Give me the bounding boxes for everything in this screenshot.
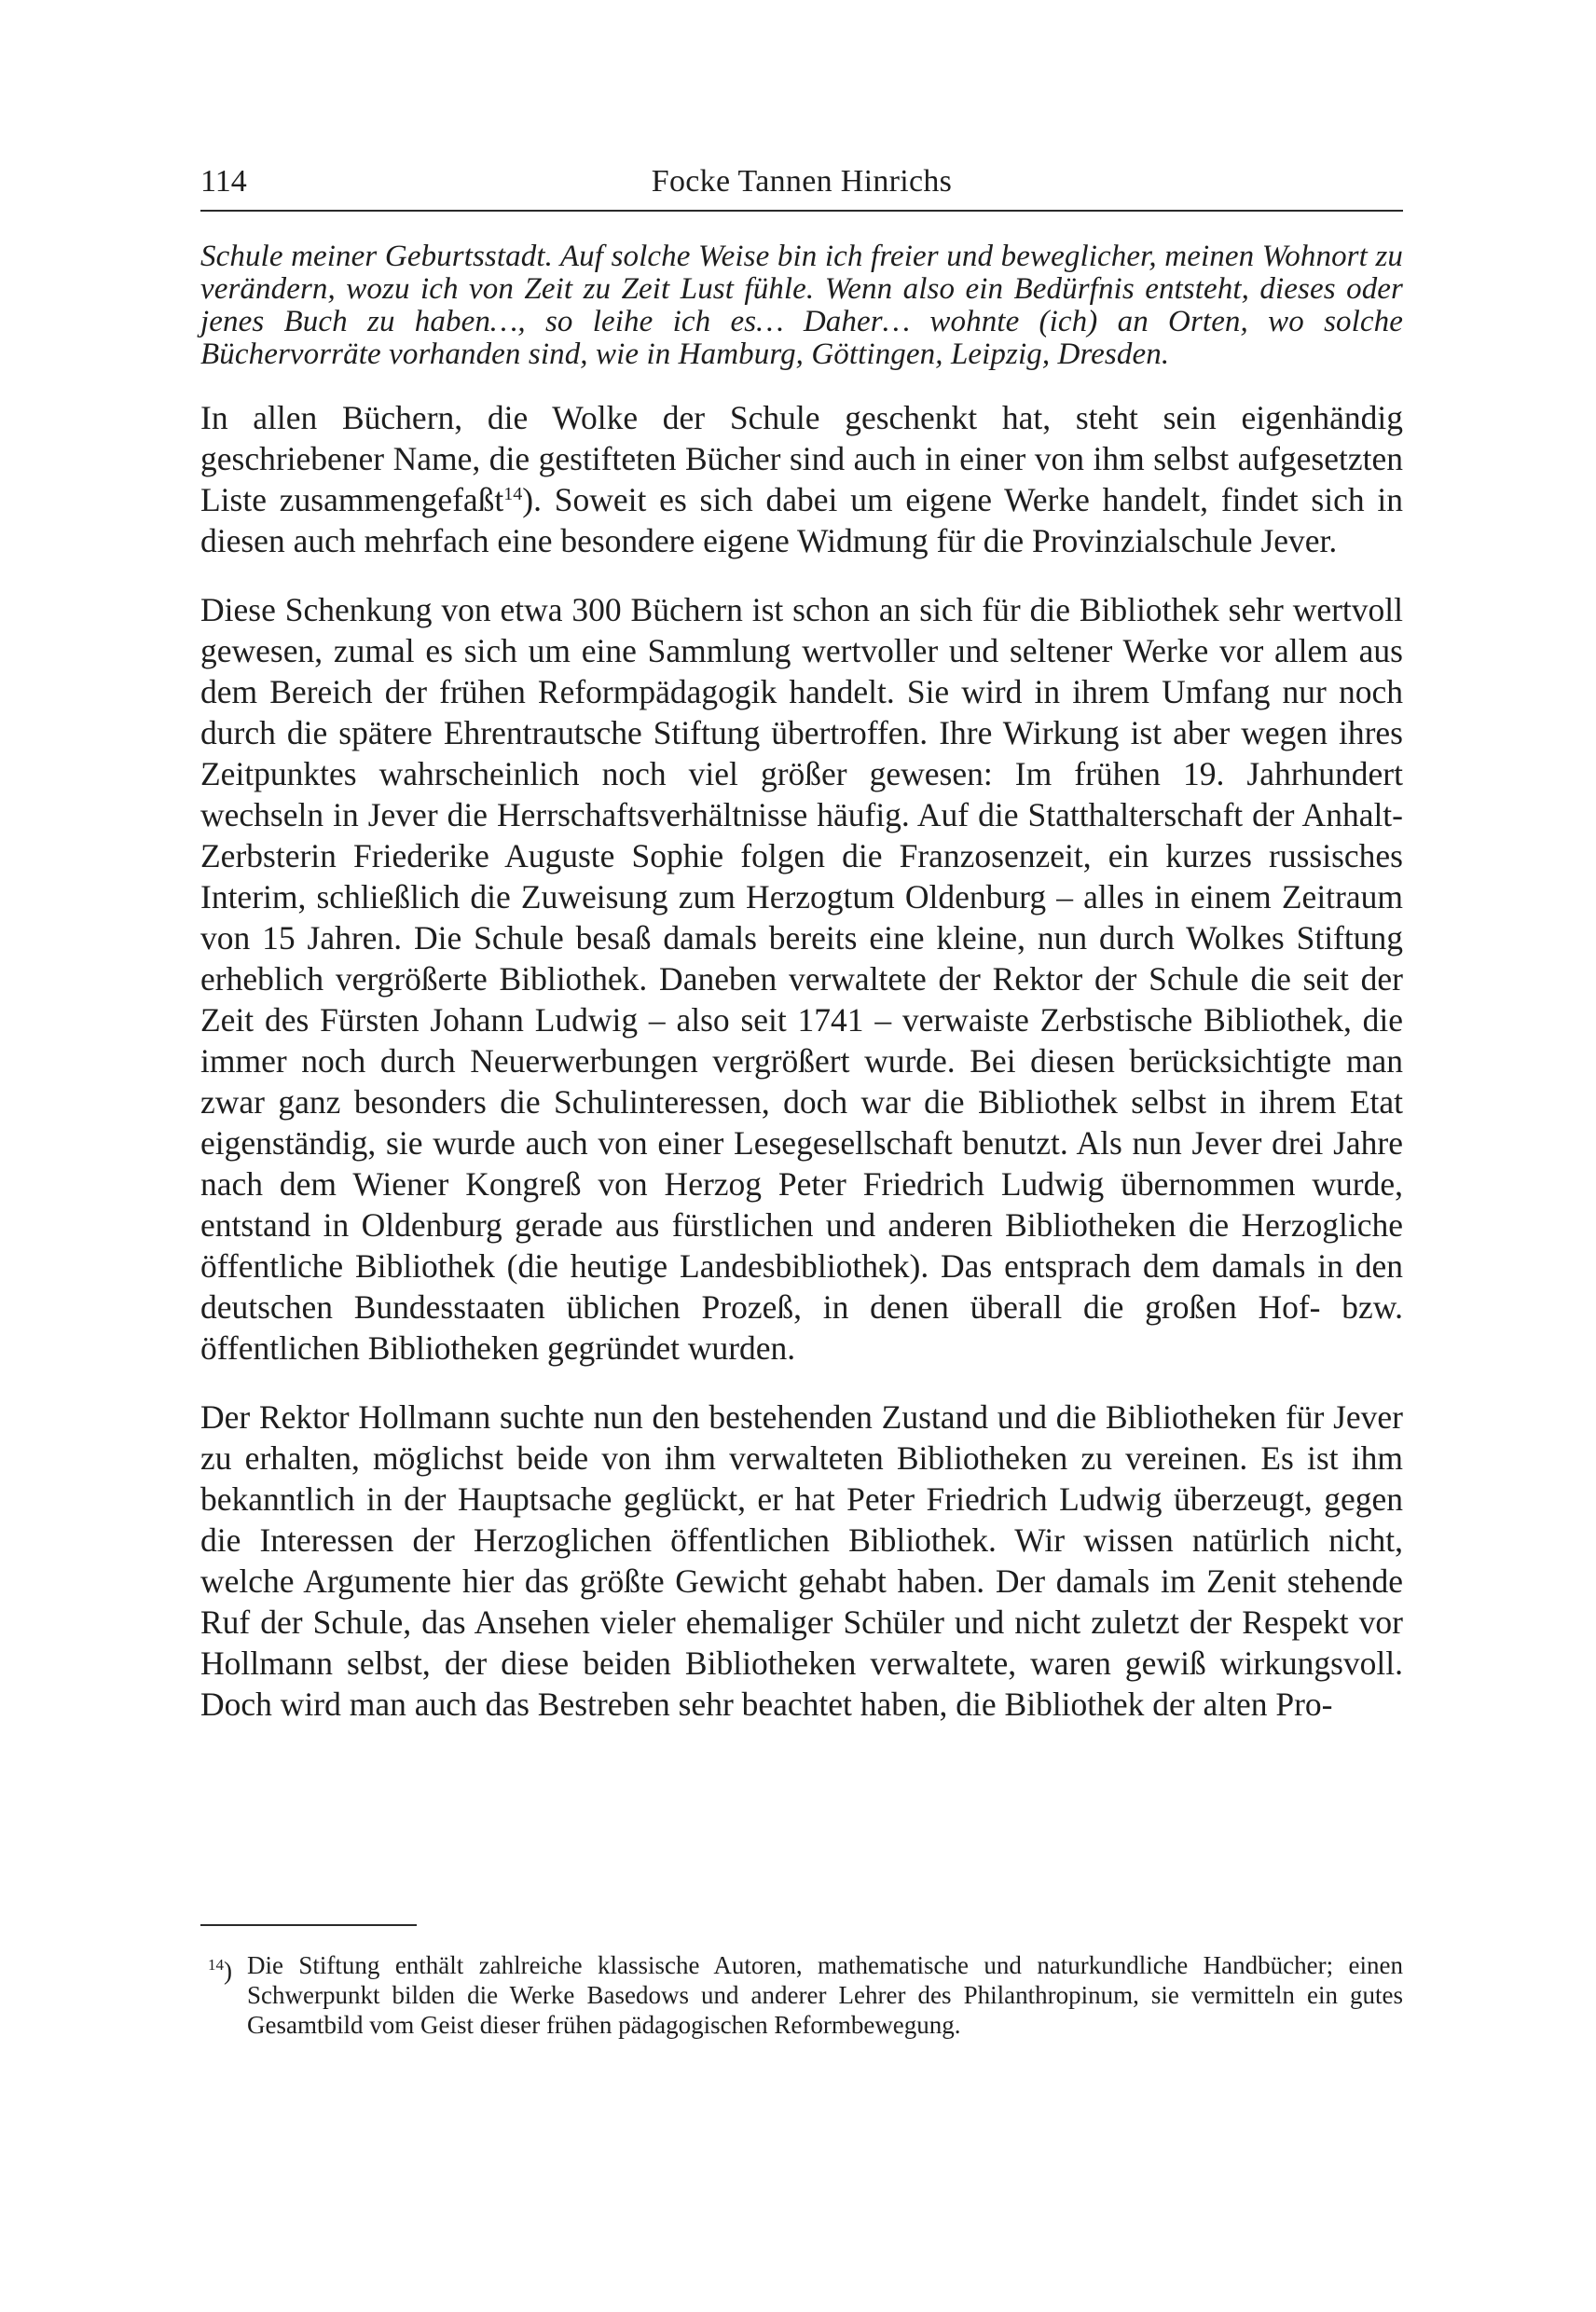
footnote-rule <box>200 1924 417 1926</box>
main-text <box>200 241 1403 1753</box>
paragraph-text: ). Soweit es sich dabei um eigene Werke handelt, findet sich in diesen auch mehrfach eine besondere eigene Widmung für die Provinzialschule Jever. <box>200 481 1404 559</box>
body-paragraph-1 <box>200 397 1403 561</box>
paragraph-text: In allen Büchern, die Wolke der Schule geschenkt hat, steht sein eigenhändig geschriebener Name, die gestifteten Bücher sind auch in einer von ihm selbst aufgesetzten Liste zusammengefaßt <box>200 399 1403 518</box>
quote-paragraph: Schule meiner Geburtsstadt. Auf solche Weise bin ich freier und beweglicher, meinen Wohnort zu verändern, wozu ich von Zeit zu Zeit Lust fühle. Wenn also ein Bedürfnis entsteht, dieses oder jenes Buch zu haben…, so leihe ich es… Daher… wohnte (ich) an Orten, wo solche Büchervorräte vorhanden sind, wie in Hamburg, Göttingen, Leipzig, Dresden. <box>200 240 1403 371</box>
running-head <box>200 160 1403 203</box>
footnote <box>200 1950 1403 2040</box>
page-number: 114 <box>200 164 247 199</box>
header-rule <box>200 210 1403 212</box>
running-title: Focke Tannen Hinrichs <box>651 164 953 199</box>
body-paragraph-3: Der Rektor Hollmann suchte nun den bestehenden Zustand und die Bibliotheken für Jever zu erhalten, möglichst beide von ihm verwalteten Bibliotheken zu vereinen. Es ist ihm bekanntlich in der Hauptsache geglückt, er hat Peter Friedrich Ludwig überzeugt, gegen die Interessen der Herzoglichen öffentlichen Bibliothek. Wir wissen natürlich nicht, welche Argumente hier das größte Gewicht gehabt haben. Der damals im Zenit stehende Ruf der Schule, das Ansehen vieler ehemaliger Schüler und nicht zuletzt der Respekt vor Hollmann selbst, der diese beiden Bibliotheken verwaltete, waren gewiß wirkungsvoll. Doch wird man auch das Bestreben sehr beachtet haben, die Bibliothek der alten Pro- <box>200 1398 1403 1723</box>
body-paragraph-2: Diese Schenkung von etwa 300 Büchern ist schon an sich für die Bibliothek sehr wertvoll gewesen, zumal es sich um eine Sammlung wertvoller und seltener Werke vor allem aus dem Bereich der frühen Reformpädagogik handelt. Sie wird in ihrem Umfang nur noch durch die spätere Ehrentrautsche Stiftung übertroffen. Ihre Wirkung ist aber wegen ihres Zeitpunktes wahrscheinlich noch viel größer gewesen: Im frühen 19. Jahrhundert wechseln in Jever die Herrschaftsverhältnisse häufig. Auf die Statthalterschaft der Anhalt-Zerbsterin Friederike Auguste Sophie folgen die Franzosenzeit, ein kurzes russisches Interim, schließlich die Zuweisung zum Herzogtum Oldenburg – alles in einem Zeitraum von 15 Jahren. Die Schule besaß damals bereits eine kleine, nun durch Wolkes Stiftung erheblich vergrößerte Bibliothek. Daneben verwaltete der Rektor der Schule die seit der Zeit des Fürsten Johann Ludwig – also seit 1741 – verwaiste Zerbstische Bibliothek, die immer noch durch Neuerwerbungen vergrößert wurde. Bei diesen berücksichtigte man zwar ganz besonders die Schulinteressen, doch war die Bibliothek selbst in ihrem Etat eigenständig, sie wurde auch von einer Lesegesellschaft benutzt. Als nun Jever drei Jahre nach dem Wiener Kongreß von Herzog Peter Friedrich Ludwig übernommen wurde, entstand in Oldenburg gerade aus fürstlichen und anderen Bibliotheken die Herzogliche öffentliche Bibliothek (die heutige Landesbibliothek). Das entsprach dem damals in den deutschen Bundesstaaten üblichen Prozeß, in denen überall die großen Hof- bzw. öffentlichen Bibliotheken gegründet wurden. <box>200 591 1403 1367</box>
footnote-marker <box>208 1950 232 1986</box>
footnote-number: 14 <box>208 1956 224 1974</box>
footnote-text: Die Stiftung enthält zahlreiche klassische Autoren, mathematische und naturkundliche Handbücher; einen Schwerpunkt bilden die Werke Basedows und anderer Lehrer des Philanthropinum, sie vermitteln ein gutes Gesamtbild vom Geist dieser frühen pädagogischen Reformbewegung. <box>247 1951 1403 2039</box>
footnote-marker-paren: ) <box>224 1957 232 1985</box>
footnote-reference: 14 <box>503 484 523 504</box>
